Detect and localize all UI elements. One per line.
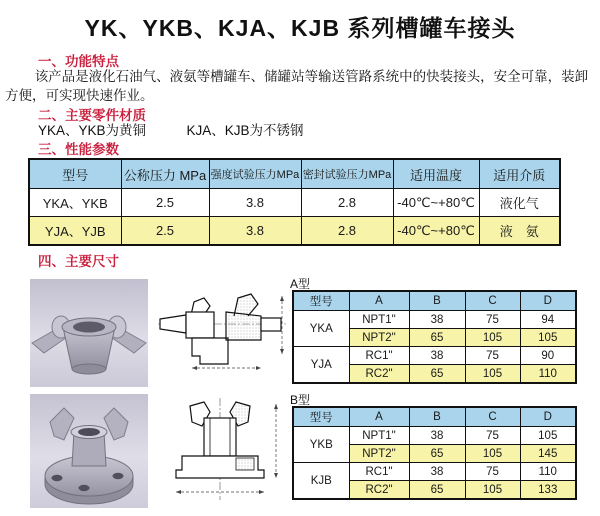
cell-thread: NPT1" <box>349 427 409 445</box>
type-b-label: B型 <box>290 393 311 407</box>
cell-c: 75 <box>465 427 520 445</box>
column-header-d: D <box>520 291 576 311</box>
column-header-a: A <box>349 291 409 311</box>
cell-model-yja: YJA <box>293 347 349 384</box>
performance-header-row <box>29 159 560 189</box>
column-header-model: 型号 <box>29 159 121 189</box>
cell-d: 105 <box>520 329 576 347</box>
column-header-seal-test: 密封试验压力MPa <box>301 159 393 189</box>
materials-text: YKA、YKB为黄铜 KJA、KJB为不锈钢 <box>38 123 304 138</box>
type-a-label: A型 <box>290 277 311 291</box>
cell-b: 38 <box>409 427 465 445</box>
drawing-type-b-section <box>160 396 290 506</box>
column-header-b: B <box>409 407 465 427</box>
column-header-strength-test: 强度试验压力MPa <box>209 159 301 189</box>
cell-thread: RC2" <box>349 365 409 384</box>
cell-thread: RC1" <box>349 463 409 481</box>
photo-type-a-coupling <box>30 279 148 387</box>
column-header-d: D <box>520 407 576 427</box>
column-header-model: 型号 <box>293 291 349 311</box>
cell-d: 90 <box>520 347 576 365</box>
table-row <box>293 427 576 445</box>
cell-seal: 2.8 <box>301 189 393 217</box>
type-a-header-row <box>293 291 576 311</box>
column-header-model: 型号 <box>293 407 349 427</box>
column-header-c: C <box>465 407 520 427</box>
cell-nominal: 2.5 <box>121 189 209 217</box>
column-header-medium: 适用介质 <box>479 159 560 189</box>
table-row <box>293 463 576 481</box>
cell-strength: 3.8 <box>209 189 301 217</box>
cell-c: 105 <box>465 445 520 463</box>
cell-c: 75 <box>465 311 520 329</box>
cell-strength: 3.8 <box>209 217 301 246</box>
type-a-table <box>292 290 577 384</box>
table-row <box>293 311 576 329</box>
section-heading-materials: 二、主要零件材质 <box>38 108 146 123</box>
table-row <box>293 347 576 365</box>
cell-d: 110 <box>520 365 576 384</box>
cell-b: 38 <box>409 463 465 481</box>
column-header-a: A <box>349 407 409 427</box>
cell-model-yka: YKA <box>293 311 349 347</box>
cell-d: 94 <box>520 311 576 329</box>
cell-thread: NPT2" <box>349 329 409 347</box>
column-header-b: B <box>409 291 465 311</box>
cell-b: 65 <box>409 365 465 384</box>
cell-model-ykb: YKB <box>293 427 349 463</box>
features-paragraph: 该产品是液化石油气、液氨等槽罐车、储罐站等输送管路系统中的快装接头，安全可靠，装卸方便，可实现快速作业。 <box>5 69 589 103</box>
column-header-c: C <box>465 291 520 311</box>
cell-medium: 液 氨 <box>479 217 560 246</box>
cell-d: 133 <box>520 481 576 500</box>
cell-model: YJA、YJB <box>29 217 121 246</box>
cell-b: 65 <box>409 445 465 463</box>
cell-thread: NPT1" <box>349 311 409 329</box>
cell-thread: NPT2" <box>349 445 409 463</box>
cell-d: 145 <box>520 445 576 463</box>
page-title: YK、YKB、KJA、KJB 系列槽罐车接头 <box>84 15 516 41</box>
cell-c: 105 <box>465 329 520 347</box>
cell-thread: RC2" <box>349 481 409 500</box>
performance-table <box>28 158 561 246</box>
cell-c: 75 <box>465 347 520 365</box>
cell-temperature: -40℃~+80℃ <box>393 217 479 246</box>
photo-type-b-coupling <box>30 394 148 508</box>
cell-c: 75 <box>465 463 520 481</box>
cell-d: 110 <box>520 463 576 481</box>
type-b-table <box>292 406 577 500</box>
column-header-nominal-pressure: 公称压力 MPa <box>121 159 209 189</box>
column-header-temperature: 适用温度 <box>393 159 479 189</box>
cell-c: 105 <box>465 481 520 500</box>
cell-c: 105 <box>465 365 520 384</box>
section-heading-dimensions: 四、主要尺寸 <box>38 254 119 269</box>
performance-row-ykab <box>29 189 560 217</box>
performance-row-yjab <box>29 217 560 246</box>
cell-d: 105 <box>520 427 576 445</box>
drawing-type-a-section <box>156 282 292 382</box>
cell-temperature: -40℃~+80℃ <box>393 189 479 217</box>
type-b-header-row <box>293 407 576 427</box>
cell-model-kjb: KJB <box>293 463 349 500</box>
cell-b: 38 <box>409 347 465 365</box>
cell-thread: RC1" <box>349 347 409 365</box>
cell-b: 38 <box>409 311 465 329</box>
cell-b: 65 <box>409 329 465 347</box>
cell-b: 65 <box>409 481 465 500</box>
cell-medium: 液化气 <box>479 189 560 217</box>
section-heading-performance: 三、性能参数 <box>38 142 119 157</box>
cell-model: YKA、YKB <box>29 189 121 217</box>
cell-nominal: 2.5 <box>121 217 209 246</box>
section-heading-features: 一、功能特点 <box>38 54 119 69</box>
cell-seal: 2.8 <box>301 217 393 246</box>
